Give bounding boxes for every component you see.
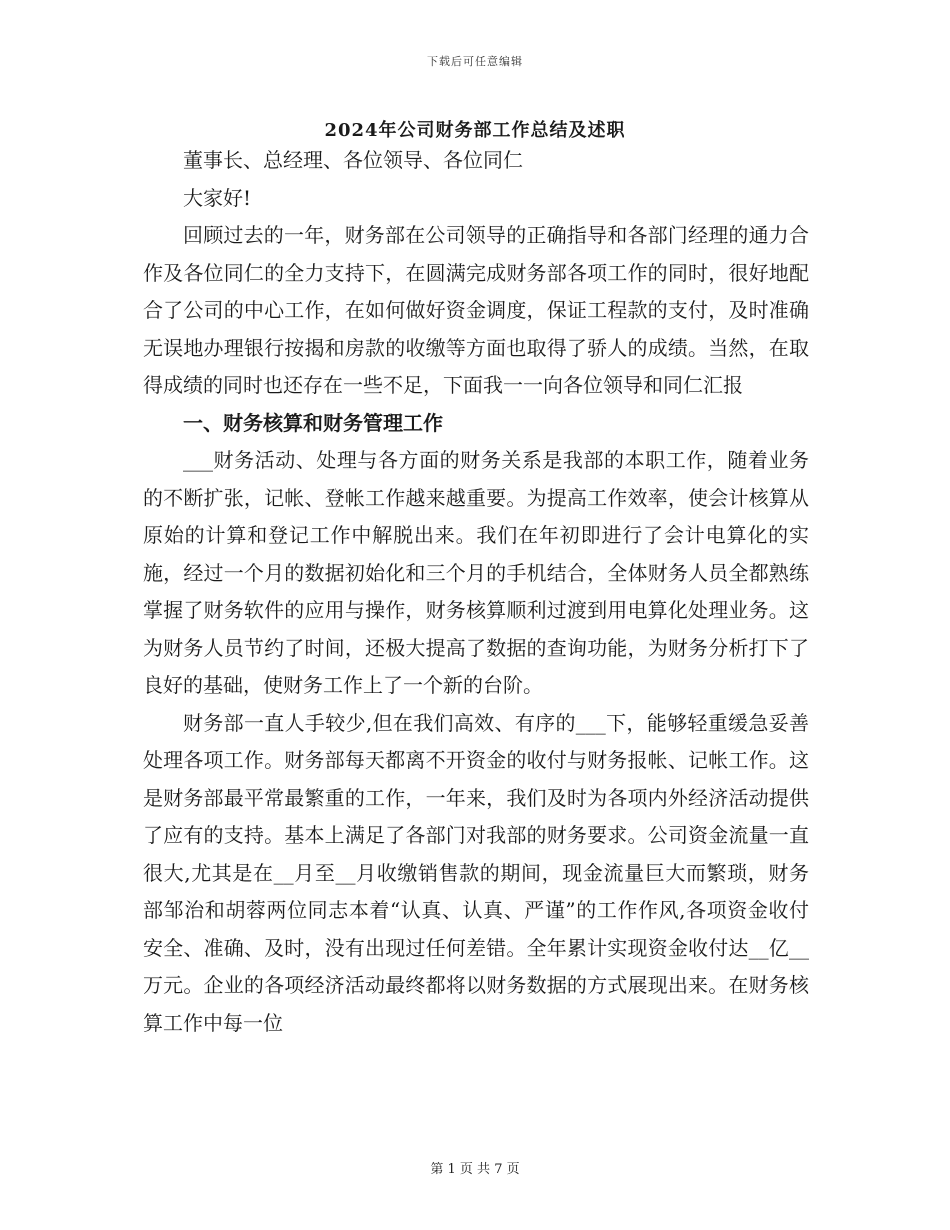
- document-title: 2024年公司财务部工作总结及述职: [324, 120, 626, 141]
- header-note: 下载后可任意编辑: [427, 55, 523, 68]
- intro-paragraph: 回顾过去的一年，财务部在公司领导的正确指导和各部门经理的通力合作及各位同仁的全力支持下，在圆满完成财务部各项工作的同时，很好地配合了公司的中心工作，在如何做好资金调度，保证工程款的支付，及时准确无误地办理银行按揭和房款的收缴等方面也取得了骄人的成绩。当然，在取得成绩的同时也还存在一些不足，下面我一一向各位领导和同仁汇报: [143, 223, 809, 397]
- section-paragraph: 财务部一直人手较少,但在我们高效、有序的___下，能够轻重缓急妥善处理各项工作。财务部每天都离不开资金的收付与财务报帐、记帐工作。这是财务部最平常最繁重的工作，一年来，我们及时为各项内外经济活动提供了应有的支持。基本上满足了各部门对我部的财务要求。公司资金流量一直很大,尤其是在__月至__月收缴销售款的期间，现金流量巨大而繁琐，财务部邹治和胡蓉两位同志本着“认真、认真、严谨”的工作作风,各项资金收付安全、准确、及时，没有出现过任何差错。全年累计实现资金收付达__亿__万元。企业的各项经济活动最终都将以财务数据的方式展现出来。在财务核算工作中每一位: [143, 710, 809, 1035]
- salutation: 董事长、总经理、各位领导、各位同仁: [183, 148, 523, 172]
- section-heading: 一、财务核算和财务管理工作: [183, 410, 443, 435]
- section-paragraph: ___财务活动、处理与各方面的财务关系是我部的本职工作，随着业务的不断扩张，记帐、登帐工作越来越重要。为提高工作效率，使会计核算从原始的计算和登记工作中解脱出来。我们在年初即进行了会计电算化的实施，经过一个月的数据初始化和三个月的手机结合，全体财务人员全都熟练掌握了财务软件的应用与操作，财务核算顺利过渡到用电算化处理业务。这为财务人员节约了时间，还极大提高了数据的查询功能，为财务分析打下了良好的基础，使财务工作上了一个新的台阶。: [143, 448, 809, 697]
- page-footer: 第 1 页 共 7 页: [430, 1162, 520, 1177]
- document-body: [143, 142, 809, 1042]
- greeting: 大家好!: [183, 185, 252, 210]
